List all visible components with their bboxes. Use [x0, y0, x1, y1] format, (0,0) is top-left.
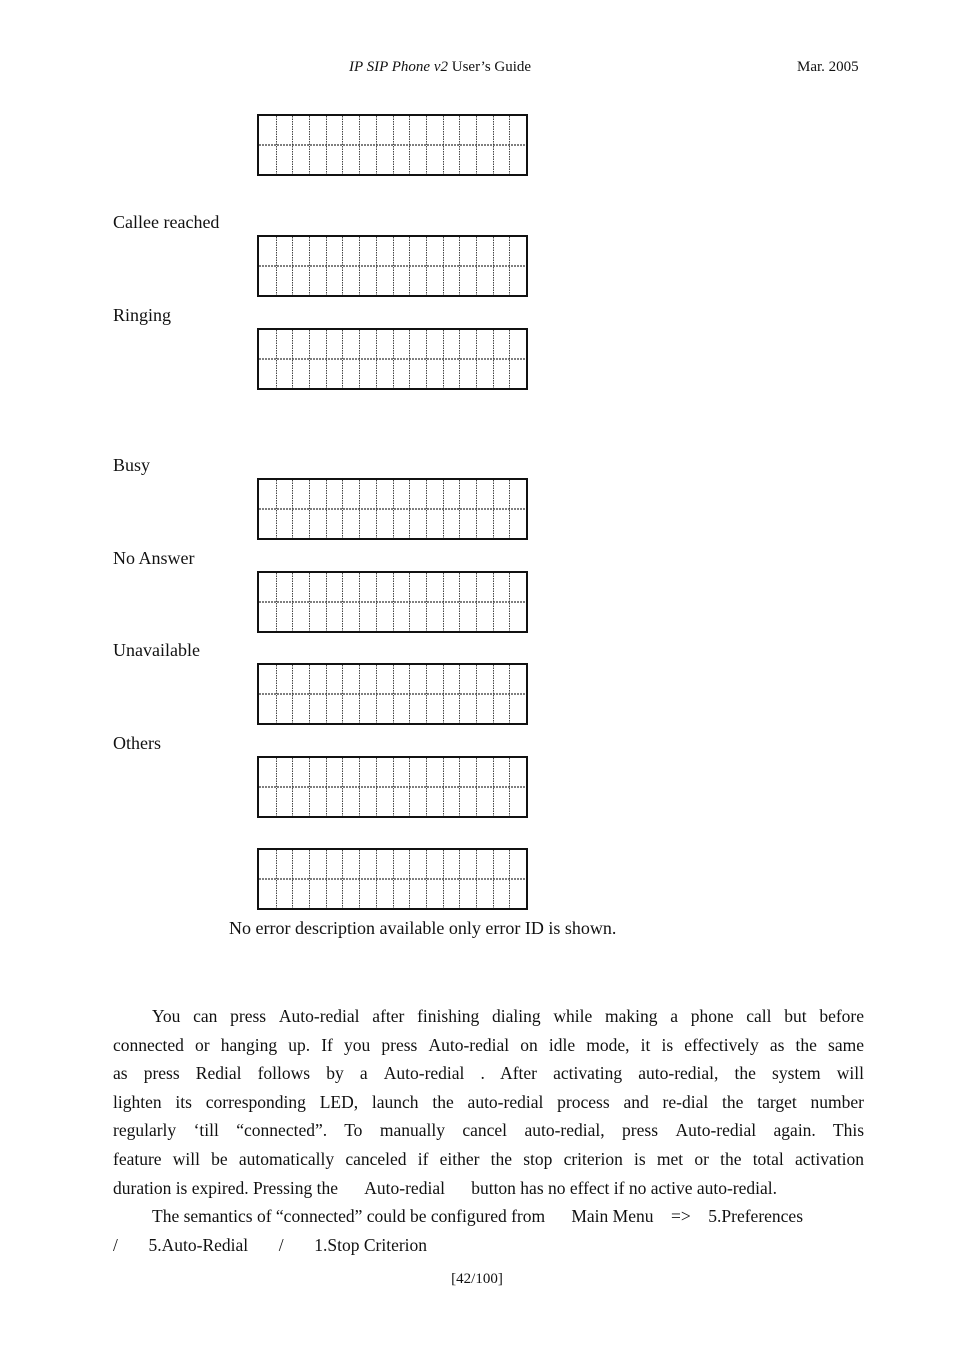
- paragraph-line: [113, 1231, 864, 1260]
- menu-stop-criterion: 1.Stop Criterion: [314, 1234, 428, 1255]
- label-no-answer: No Answer: [113, 548, 195, 568]
- document-date: Mar. 2005: [797, 59, 859, 75]
- lcd-screen-busy: [257, 478, 528, 540]
- page-number: [42/100]: [451, 1271, 503, 1287]
- lcd-screen-callee-reached: [257, 235, 528, 297]
- paragraph-line: feature will be automatically canceled if either the stop criterion is met or the total activation: [113, 1148, 864, 1169]
- document-title-rest: User’s Guide: [448, 59, 532, 75]
- document-title: [349, 59, 531, 76]
- lcd-grid: [259, 330, 526, 388]
- text-run: regularly ‘till “connected”. To manually cancel auto-redial, press: [113, 1120, 659, 1141]
- paragraph-line: [113, 1174, 864, 1203]
- paragraph-line: [113, 1031, 864, 1060]
- path-separator: /: [113, 1234, 118, 1255]
- label-unavailable: Unavailable: [113, 640, 200, 660]
- paragraph-semantics: [113, 1202, 864, 1259]
- lcd-grid: [259, 573, 526, 631]
- key-redial: Redial: [195, 1063, 242, 1084]
- lcd-grid: [259, 758, 526, 816]
- paragraph-line: [113, 1059, 864, 1088]
- key-auto-redial: Auto-redial: [675, 1120, 757, 1141]
- text-run: on idle mode, it is effectively as the same: [520, 1034, 865, 1055]
- label-callee-reached: Callee reached: [113, 212, 220, 232]
- lcd-screen-no-answer: [257, 571, 528, 633]
- label-others: Others: [113, 733, 161, 753]
- paragraph-auto-redial: [113, 1002, 864, 1202]
- menu-preferences: 5.Preferences: [708, 1206, 804, 1226]
- paragraph-line: [113, 1116, 864, 1145]
- text-run: The semantics of “connected” could be configured from: [152, 1206, 546, 1226]
- label-ringing: Ringing: [113, 305, 172, 325]
- lcd-screen-error-id: [257, 848, 528, 910]
- text-run: as press: [113, 1063, 180, 1084]
- arrow-separator: =>: [671, 1206, 691, 1226]
- lcd-screen-others: [257, 756, 528, 818]
- menu-main-menu: Main Menu: [571, 1206, 654, 1226]
- paragraph-line: lighten its corresponding LED, launch the auto-redial process and re-dial the target number: [113, 1091, 864, 1112]
- paragraph-line: [113, 1002, 864, 1031]
- lcd-grid: [259, 116, 526, 174]
- text-run: button has no effect if no active auto-redial.: [471, 1177, 778, 1198]
- key-auto-redial: Auto-redial: [383, 1063, 465, 1084]
- key-auto-redial: Auto-redial: [428, 1034, 510, 1055]
- text-run: connected or hanging up. If you press: [113, 1034, 418, 1055]
- text-run: follows by a: [257, 1063, 368, 1084]
- lcd-grid: [259, 850, 526, 908]
- lcd-screen-unavailable: [257, 663, 528, 725]
- path-separator: /: [278, 1234, 284, 1255]
- key-auto-redial: Auto-redial: [364, 1177, 445, 1198]
- document-title-italic: IP SIP Phone v2: [349, 59, 449, 75]
- lcd-grid: [259, 665, 526, 723]
- lcd-grid: [259, 480, 526, 538]
- lcd-screen: [257, 114, 528, 176]
- text-run: again. This: [773, 1120, 865, 1141]
- lcd-screen-ringing: [257, 328, 528, 390]
- label-busy: Busy: [113, 455, 151, 475]
- text-run: after finishing dialing while making a phone call but before: [372, 1006, 865, 1026]
- text-run: duration is expired. Pressing the: [113, 1177, 339, 1198]
- paragraph-line: [113, 1202, 864, 1231]
- key-auto-redial: Auto-redial: [278, 1006, 360, 1026]
- text-run: . After activating auto-redial, the system will: [480, 1063, 864, 1084]
- menu-auto-redial: 5.Auto-Redial: [148, 1234, 249, 1255]
- caption-error-id: No error description available only error ID is shown.: [229, 918, 617, 938]
- lcd-grid: [259, 237, 526, 295]
- text-run: You can press: [152, 1006, 267, 1026]
